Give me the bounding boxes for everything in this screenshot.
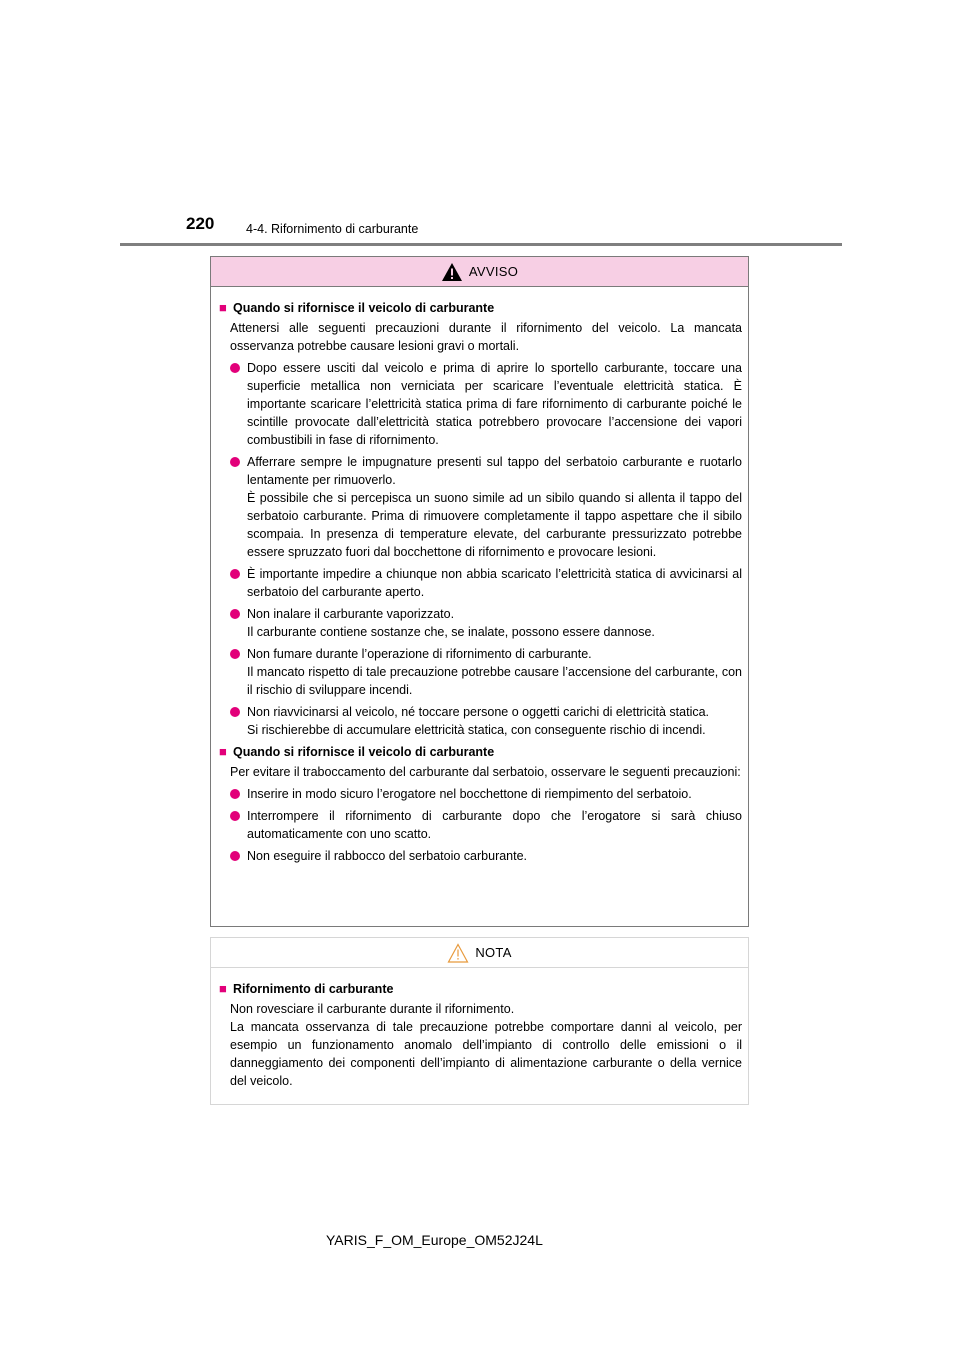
warning-bullet-text (247, 847, 742, 865)
round-bullet-icon (230, 609, 240, 619)
header-rule (120, 243, 842, 246)
square-bullet-icon: ■ (219, 981, 227, 996)
warning-bullet-line: Inserire in modo sicuro l’erogatore nel bocchettone di riempimento del serbatoio. (247, 787, 692, 801)
warning-section-heading (219, 299, 742, 317)
notice-line: Non rovesciare il carburante durante il rifornimento. (230, 1002, 515, 1016)
notice-heading-text: Rifornimento di carburante (233, 982, 394, 996)
notice-heading (219, 980, 742, 998)
warning-title: AVVISO (468, 264, 519, 279)
notice-title: NOTA (475, 945, 512, 960)
warning-bullet (230, 605, 742, 641)
notice-header (211, 938, 748, 968)
warning-bullet-line: Non fumare durante l’operazione di rifornimento di carburante. (247, 647, 592, 661)
notice-text (230, 1000, 742, 1090)
round-bullet-icon (230, 811, 240, 821)
warning-bullet-text (247, 359, 742, 449)
footer-code: YARIS_F_OM_Europe_OM52J24L (326, 1232, 543, 1248)
warning-section (219, 743, 742, 865)
round-bullet-icon (230, 363, 240, 373)
warning-bullet (230, 785, 742, 803)
round-bullet-icon (230, 851, 240, 861)
warning-bullet-line: Dopo essere usciti dal veicolo e prima di aprire lo sportello carburante, toccare una superficie metallica non verniciata per scaricare l’eventuale elettricità statica. È importante scaricare l’elettricità statica prima di fare rifornimento di carburante poiché le scintille provocate dall’elettricità statica potrebbero provocare l’accensione dei vapori combustibili in fase di rifornimento. (247, 361, 742, 447)
warning-triangle-icon (441, 262, 463, 282)
round-bullet-icon (230, 649, 240, 659)
round-bullet-icon (230, 569, 240, 579)
warning-bullet-line: È importante impedire a chiunque non abbia scaricato l’elettricità statica di avvicinarsi al serbatoio del carburante aperto. (247, 567, 742, 599)
warning-section-heading (219, 743, 742, 761)
warning-bullet-line: Il carburante contiene sostanze che, se inalate, possono essere dannose. (247, 625, 655, 639)
square-bullet-icon: ■ (219, 300, 227, 315)
warning-bullet-text (247, 453, 742, 561)
warning-bullet-line: Si rischierebbe di accumulare elettricità statica, con conseguente rischio di incendi. (247, 723, 706, 737)
warning-section-intro: Per evitare il traboccamento del carburante dal serbatoio, osservare le seguenti precauzioni: (230, 765, 741, 779)
warning-section (219, 299, 742, 739)
notice-section (219, 980, 742, 1090)
warning-bullet-text (247, 807, 742, 843)
warning-bullet-text (247, 565, 742, 601)
notice-line: La mancata osservanza di tale precauzione potrebbe comportare danni al veicolo, per esempio un funzionamento anomalo dell’impianto di controllo delle emissioni o il danneggiamento dei componenti dell’impianto di alimentazione carburante o della vernice del veicolo. (230, 1020, 742, 1088)
warning-bullet-text (247, 605, 742, 641)
round-bullet-icon (230, 707, 240, 717)
warning-bullet-text (247, 703, 742, 739)
warning-bullet-line: Non riavvicinarsi al veicolo, né toccare persone o oggetti carichi di elettricità statica. (247, 705, 710, 719)
warning-bullet-line: Afferrare sempre le impugnature presenti sul tappo del serbatoio carburante e ruotarlo lentamente per rimuoverlo. (247, 455, 742, 487)
section-title: 4-4. Rifornimento di carburante (246, 222, 419, 236)
warning-bullet-line: Non inalare il carburante vaporizzato. (247, 607, 455, 621)
notice-box (210, 937, 749, 1105)
warning-header (211, 257, 748, 287)
warning-bullet-line: Interrompere il rifornimento di carburante dopo che l’erogatore si sarà chiuso automaticamente con uno scatto. (247, 809, 742, 841)
warning-bullet-text (247, 645, 742, 699)
round-bullet-icon (230, 457, 240, 467)
warning-bullet (230, 847, 742, 865)
warning-bullet (230, 703, 742, 739)
warning-bullet (230, 359, 742, 449)
notice-body (211, 968, 748, 1090)
warning-bullet-text (247, 785, 742, 803)
warning-body (211, 287, 748, 865)
warning-section-intro: Attenersi alle seguenti precauzioni durante il rifornimento del veicolo. La mancata osservanza potrebbe causare lesioni gravi o mortali. (230, 321, 742, 353)
caution-triangle-outline-icon (447, 943, 469, 963)
warning-bullet-line: È possibile che si percepisca un suono simile ad un sibilo quando si allenta il tappo del serbatoio carburante. Prima di rimuovere completamente il tappo aspettare che il sibilo scompaia. In presenza di temperature elevate, del carburante pressurizzato potrebbe essere spruzzato fuori dal bocchettone di rifornimento e provocare lesioni. (247, 491, 742, 559)
warning-section-heading-text: Quando si rifornisce il veicolo di carburante (233, 745, 495, 759)
square-bullet-icon: ■ (219, 744, 227, 759)
warning-bullet-line: Il mancato rispetto di tale precauzione potrebbe causare l’accensione del carburante, con il rischio di sviluppare incendi. (247, 665, 742, 697)
warning-bullet (230, 645, 742, 699)
warning-section-heading-text: Quando si rifornisce il veicolo di carburante (233, 301, 495, 315)
warning-box (210, 256, 749, 927)
warning-bullet (230, 807, 742, 843)
warning-bullet (230, 565, 742, 601)
warning-bullet (230, 453, 742, 561)
warning-bullet-line: Non eseguire il rabbocco del serbatoio carburante. (247, 849, 528, 863)
page-number: 220 (186, 214, 215, 233)
round-bullet-icon (230, 789, 240, 799)
